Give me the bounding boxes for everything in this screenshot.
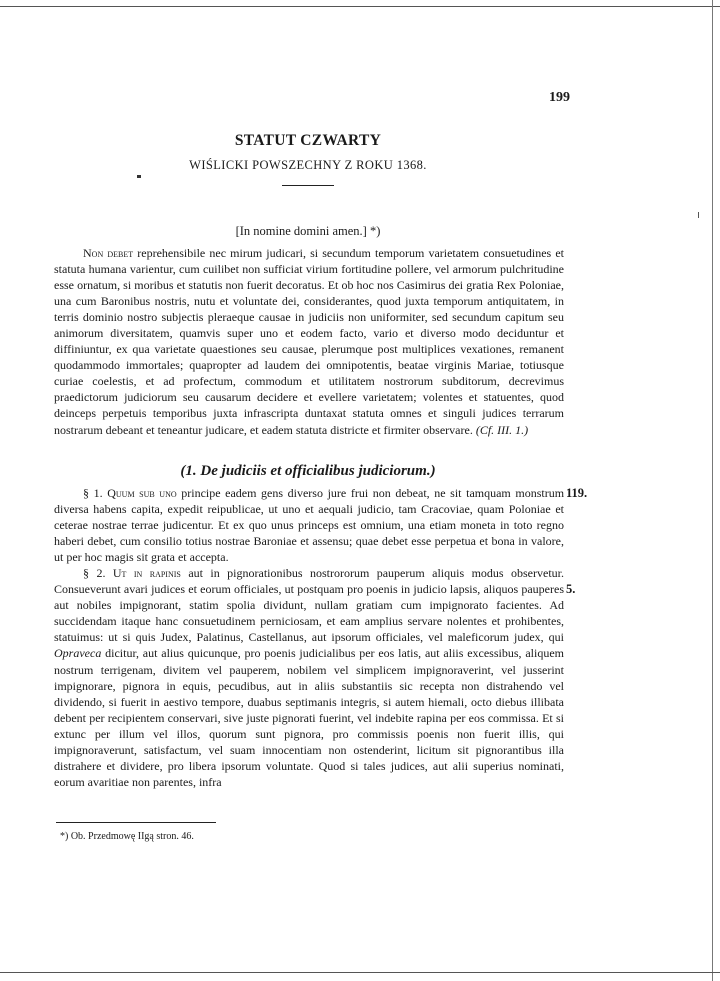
page-edge-top <box>0 6 720 7</box>
section-paragraph-1 <box>54 485 564 565</box>
section-lead: Quum sub uno <box>107 486 177 500</box>
page-number: 199 <box>549 90 570 105</box>
section-text-before: aut in pignorationibus nostrororum pauperum aliquis modus observetur. Consueverunt avari judices et eorum officiales, ut postquam pro poenis in judicio lapsis, aliquos pauperes aut nobiles impignorant, statim spolia dividunt, nullam gratiam cum impignorato facientes. Ad succidendam itaque hanc consuetudinem perniciosam, et eam amplius servare nolentes et prohibentes, statuimus: ut si quis Judex, Palatinus, Castellanus, aut ipsorum officiales, vel maleficorum judex, qui <box>54 566 564 645</box>
section-heading: (1. De judiciis et officialibus judiciorum.) <box>180 463 436 479</box>
section-term: Opraveca <box>54 646 102 661</box>
ink-spot <box>137 175 141 178</box>
section-text-after: dicitur, aut alius quicunque, pro poenis judicialibus per eos latis, aut aliis excessibus, aliquem nostrum terrigenam, divitem vel pauperem, nobilem vel simplicem impignoraverint, vel jusserint impignorare, pignora in equis, pecudibus, aut in aliis substantiis sic recepta non distrahendo vel dividendo, si fuerit in aestivo tempore, duabus septimanis integris, si autem hiemali, octo diebus illibata debent per recipientem conservari, sive juste pignorati fuerint, vel indebite rapina per eos commissa. Et si extunc per illum vel illos, quorum sunt pignora, pro commissis poenis non fuerit illis, qui impignoraverunt, satisfactum, vel suam innocentiam non ostenderint, licitum sit pignorantibus illa distrahere et dividere, pro libera ipsorum voluntate. Quod si tales judices, aut alii superius nominati, eorum avaritiae non parentes, infra <box>54 646 564 789</box>
statute-subtitle: WIŚLICKI POWSZECHNY Z ROKU 1368. <box>189 158 427 172</box>
footnote: *) Ob. Przedmowę IIgą stron. 46. <box>60 831 194 842</box>
section-marker: § 2. <box>83 566 106 581</box>
sections <box>54 485 564 790</box>
cross-reference: (Cf. III. 1.) <box>475 422 529 437</box>
statute-title: STATUT CZWARTY <box>234 132 382 149</box>
title-rule <box>282 185 334 186</box>
margin-number-2: 5. <box>566 582 576 596</box>
preamble <box>54 245 564 438</box>
section-text: principe eadem gens diverso jure frui non debeat, ne sit tamquam monstrum diversa habens capita, expedit reipublicae, ut uno et aequali judicio, tam Cracoviae, quam Poloniae et ceterae nostrae terrae judicentur. Et ex quo unus princeps est omnium, una etiam moneta in toto regno haberi debet, cum consilio totius nostrae Baroniae et assensu; quae debet esse perpetua et bona in valore, ut per hoc magis sit grata et accepta. <box>54 486 565 565</box>
preamble-paragraph <box>54 245 564 438</box>
margin-number-1: 119. <box>566 486 588 500</box>
section-lead: Ut in rapinis <box>112 566 181 581</box>
preamble-lead: Non debet <box>83 246 134 260</box>
section-marker: § 1. <box>83 486 103 500</box>
page-edge-right <box>712 0 713 981</box>
invocation: [In nomine domini amen.] *) <box>235 224 381 238</box>
margin-mark <box>698 212 699 218</box>
preamble-text: reprehensibile nec mirum judicari, si secundum temporum varietatem consuetudines et statuta humana varientur, cum cuilibet non sufficiat virium fortitudine pollere, vel armorum pulchritudine esse ornatum, si moribus et statutis non fuerit decoratus. Et ob hoc nos Casimirus dei gratia Rex Poloniae, una cum Baronibus nostris, nutu et voluntate dei, considerantes, quod juxta temporum antiquitatem, in terris dominio nostro subjectis pleraeque causae in judiciis non uniformiter, sed secundum capitum seu animorum diversitatem, quamvis super uno et eodem facto, vario et diverso modo deciduntur et diffiniuntur, ex qua varietate quaestiones seu causae, plerumque post multiplices vexationes, remanent quodammodo immortales; quapropter ad laudem dei omnipotentis, beatae virginis Mariae, totiusque curiae coelestis, et ad profectum, commodum et utilitatem nostrorum subditorum, decrevimus praedictorum judiciorum seu causarum decidere et evellere varietatem; volentes et statuentes, quod deinceps perpetuis temporibus juxta infrascripta duntaxat statuta omnes et singuli judices terrarum nostrarum debeant et teneantur judicare, et eadem statuta districte et firmiter observare. <box>54 246 564 437</box>
page-edge-bottom <box>0 972 720 973</box>
footnote-rule <box>56 822 216 823</box>
section-paragraph-2 <box>54 565 564 790</box>
